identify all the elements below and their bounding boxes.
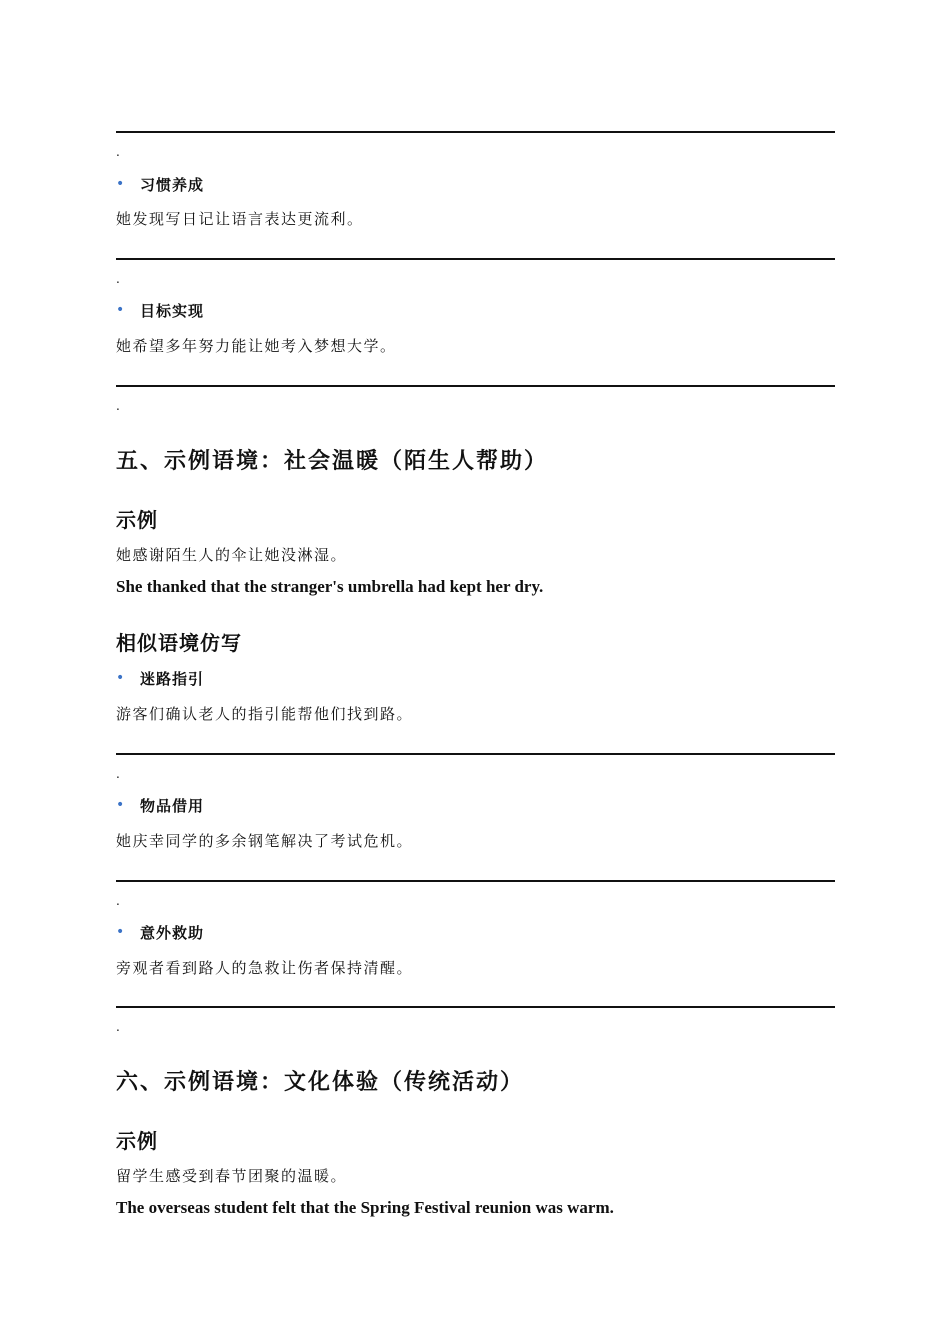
section-title: 五、示例语境：社会温暖（陌生人帮助） — [116, 449, 549, 474]
answer-line[interactable] — [116, 385, 835, 387]
answer-line[interactable] — [116, 131, 835, 133]
bullet-icon: • — [116, 797, 125, 813]
item-label: 目标实现 — [140, 301, 205, 320]
item-sentence: 她希望多年努力能让她考入梦想大学。 — [116, 337, 397, 355]
bullet-icon: • — [116, 924, 125, 940]
example-heading: 示例 — [116, 1129, 158, 1153]
list-item — [116, 795, 204, 815]
list-item — [116, 922, 204, 942]
list-item — [116, 300, 204, 320]
example-english: She thanked that the stranger's umbrella had kept her dry. — [116, 577, 544, 596]
imitate-heading: 相似语境仿写 — [116, 631, 242, 655]
example-english: The overseas student felt that the Spring Festival reunion was warm. — [116, 1198, 614, 1217]
answer-line[interactable] — [116, 258, 835, 260]
blank-marker: . — [116, 767, 120, 781]
item-sentence: 她发现写日记让语言表达更流利。 — [116, 210, 364, 228]
list-item — [116, 174, 204, 194]
bullet-icon: • — [116, 302, 125, 318]
blank-marker: . — [116, 1020, 120, 1034]
bullet-icon: • — [116, 670, 125, 686]
item-label: 意外救助 — [140, 923, 205, 942]
section-title: 六、示例语境：文化体验（传统活动） — [116, 1070, 525, 1095]
item-label: 习惯养成 — [140, 175, 205, 194]
example-chinese: 留学生感受到春节团聚的温暖。 — [116, 1167, 348, 1185]
answer-line[interactable] — [116, 880, 835, 882]
blank-marker: . — [116, 894, 120, 908]
item-sentence: 她庆幸同学的多余钢笔解决了考试危机。 — [116, 832, 414, 850]
example-heading: 示例 — [116, 508, 158, 532]
item-sentence: 游客们确认老人的指引能帮他们找到路。 — [116, 705, 414, 723]
answer-line[interactable] — [116, 753, 835, 755]
blank-marker: . — [116, 145, 120, 159]
list-item — [116, 668, 204, 688]
bullet-icon: • — [116, 176, 125, 192]
item-sentence: 旁观者看到路人的急救让伤者保持清醒。 — [116, 959, 414, 977]
blank-marker: . — [116, 399, 120, 413]
example-chinese: 她感谢陌生人的伞让她没淋湿。 — [116, 546, 348, 564]
item-label: 迷路指引 — [140, 669, 205, 688]
item-label: 物品借用 — [140, 796, 205, 815]
blank-marker: . — [116, 272, 120, 286]
answer-line[interactable] — [116, 1006, 835, 1008]
